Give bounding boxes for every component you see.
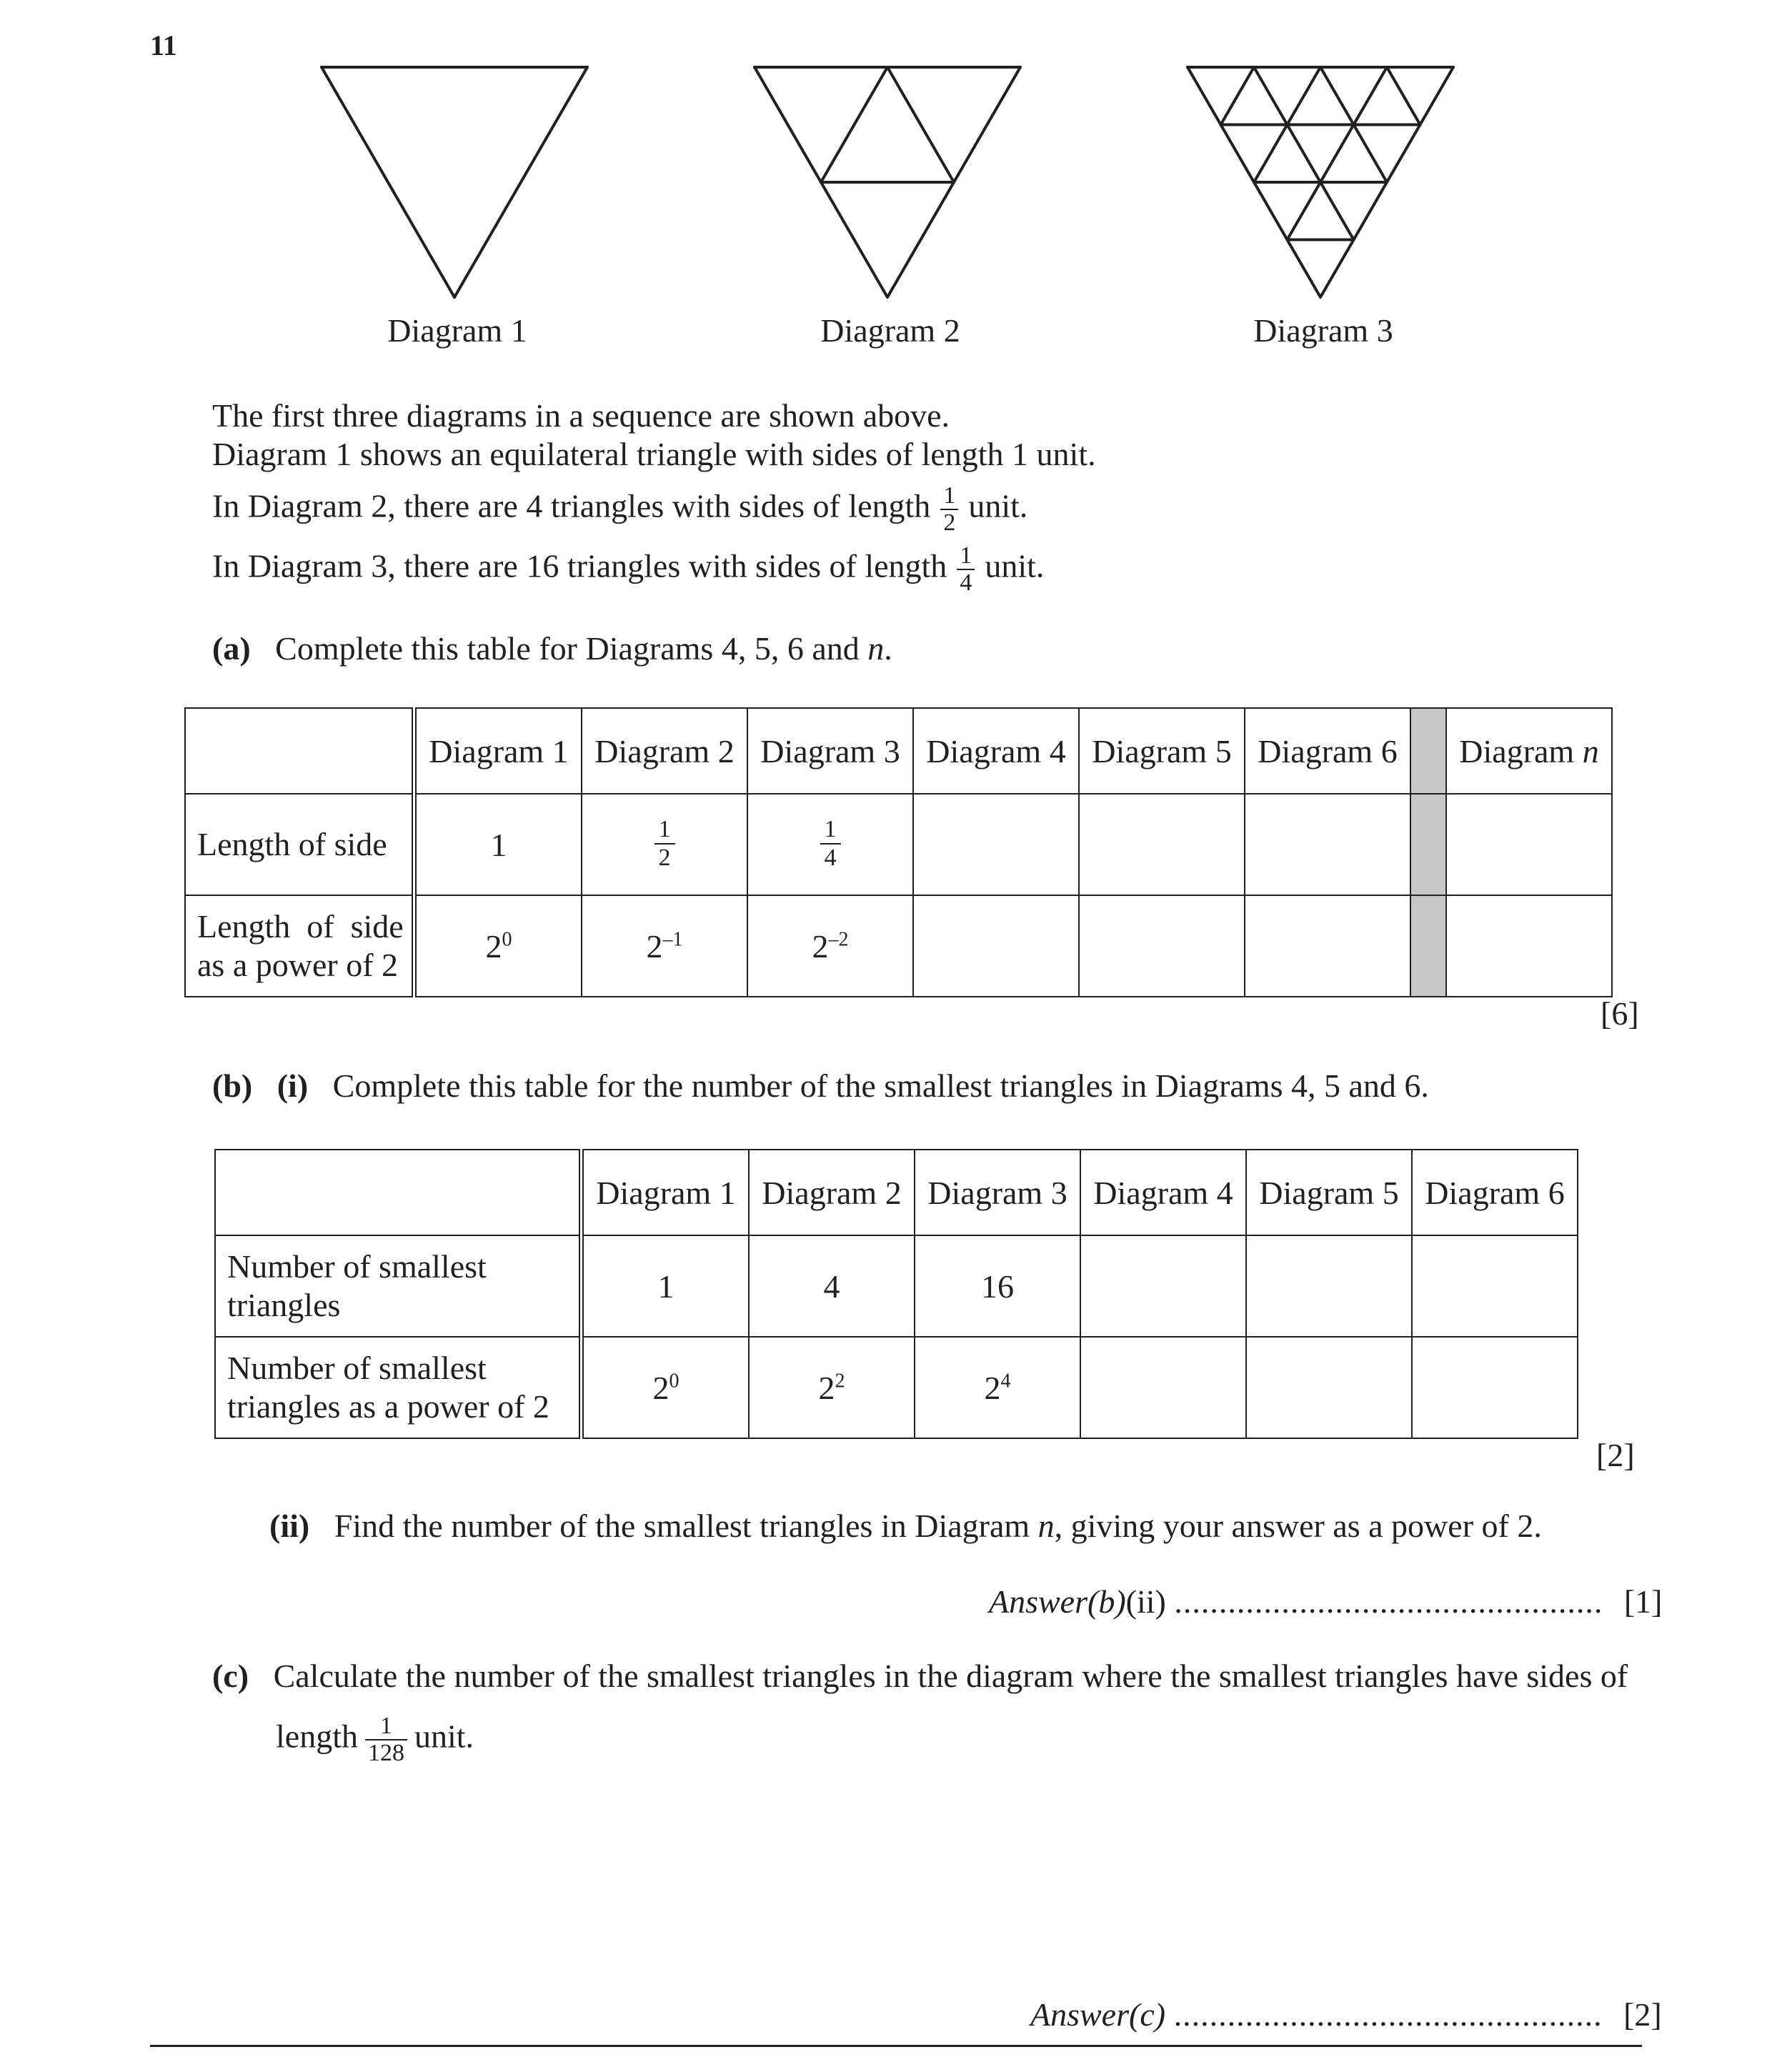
- triangle-diagrams: [0, 0, 1772, 314]
- table-b-cell: 1: [582, 1235, 750, 1337]
- part-b-i-instruction: (b) (i) Complete this table for the number of the smallest triangles in Diagrams 4, 5 and 6.: [212, 1067, 1429, 1104]
- triangle-edge: [454, 67, 587, 297]
- table-b-cell: $2^4$: [915, 1337, 1080, 1438]
- diagram-3-figure: [1188, 67, 1453, 297]
- table-b-corner: [215, 1150, 582, 1235]
- table-a-cell: $2^{-1}$: [582, 895, 747, 997]
- triangle-edge: [322, 67, 454, 297]
- subdivision-line: [887, 67, 954, 182]
- fraction-half: $\frac{1}{2}$: [940, 483, 958, 536]
- table-a-cell: [747, 794, 913, 895]
- table-a-cell: [582, 794, 747, 895]
- answer-cell-d4-count[interactable]: [1080, 1235, 1246, 1337]
- answer-b-ii-field[interactable]: ................................................: [1174, 1583, 1603, 1620]
- table-b-cell: $2^0$: [582, 1337, 750, 1438]
- intro-line-3-unit: unit.: [968, 487, 1028, 524]
- part-c-instruction: (c) Calculate the number of the smallest triangles in the diagram where the smallest triangles have sides of: [212, 1658, 1628, 1694]
- table-a-header: Diagram 4: [913, 708, 1079, 794]
- part-b-i-label: (i): [277, 1067, 309, 1104]
- shaded-gap-cell: [1410, 794, 1446, 895]
- intro-line-4-text: In Diagram 3, there are 16 triangles with sides of length: [212, 547, 947, 584]
- subdivision-line: [821, 67, 887, 182]
- table-b-header: Diagram 4: [1080, 1150, 1246, 1235]
- subdivision-line: [1254, 67, 1354, 240]
- table-smallest-triangles: [214, 1149, 1578, 1439]
- diagram-3-label: Diagram 3: [1253, 312, 1393, 349]
- fraction-quarter: $\frac{1}{4}$: [820, 816, 841, 872]
- answer-cell-d4-count-power[interactable]: [1080, 1337, 1246, 1438]
- answer-cell-dn-power[interactable]: [1446, 895, 1612, 997]
- answer-cell-d5-count-power[interactable]: [1246, 1337, 1412, 1438]
- table-b-header: Diagram 6: [1412, 1150, 1578, 1235]
- answer-cell-d5-count[interactable]: [1246, 1235, 1412, 1337]
- part-a-label: (a): [212, 630, 251, 667]
- table-b-cell: 16: [915, 1235, 1080, 1337]
- answer-cell-d5-length[interactable]: [1079, 794, 1245, 895]
- diagram-1-label: Diagram 1: [387, 312, 527, 349]
- intro-line-2: Diagram 1 shows an equilateral triangle with sides of length 1 unit.: [212, 436, 1096, 472]
- table-a-row-label: Length of side: [185, 794, 414, 895]
- answer-b-ii-line: Answer(b)(ii) ................................................ [1]: [989, 1583, 1663, 1620]
- question-number: 11: [150, 29, 177, 61]
- table-b-header: Diagram 1: [582, 1150, 750, 1235]
- answer-cell-dn-length[interactable]: [1446, 794, 1612, 895]
- diagram-1-figure: [322, 67, 587, 297]
- part-b-ii-marks: [1]: [1623, 1583, 1663, 1620]
- fraction-1-over-128: $\frac{1}{128}$: [365, 1713, 407, 1766]
- part-b-ii-label: (ii): [269, 1508, 310, 1544]
- table-a-header: Diagram 5: [1079, 708, 1245, 794]
- part-b-i-marks: [2]: [1596, 1437, 1635, 1473]
- answer-cell-d4-length[interactable]: [913, 794, 1079, 895]
- shaded-gap-cell: [1410, 895, 1446, 997]
- answer-cell-d6-count-power[interactable]: [1412, 1337, 1578, 1438]
- answer-c-label: Answer(c): [1030, 1996, 1166, 2033]
- part-c-marks: [2]: [1623, 1996, 1662, 2033]
- table-b-header: Diagram 3: [915, 1150, 1080, 1235]
- answer-cell-d6-length[interactable]: [1245, 794, 1410, 895]
- subdivision-line: [1221, 67, 1255, 125]
- table-b-cell: $2^2$: [749, 1337, 915, 1438]
- answer-c-field[interactable]: ................................................: [1173, 1996, 1603, 2033]
- table-a-header: Diagram 6: [1245, 708, 1410, 794]
- part-a-marks: [6]: [1601, 995, 1639, 1032]
- table-a-header: Diagram 2: [582, 708, 747, 794]
- part-b-label: (b): [212, 1067, 253, 1104]
- table-b-row-label: Number of smallest triangles: [215, 1235, 582, 1337]
- answer-cell-d6-power[interactable]: [1245, 895, 1410, 997]
- diagram-2-figure: [755, 67, 1020, 297]
- table-a-header: Diagram 3: [747, 708, 913, 794]
- part-c-label: (c): [212, 1658, 249, 1694]
- part-a-instruction: (a) Complete this table for Diagrams 4, 5, 6 and n.: [212, 630, 892, 667]
- answer-b-ii-label: Answer(b): [989, 1583, 1126, 1620]
- intro-line-3: [212, 483, 1027, 536]
- table-b-header: Diagram 2: [749, 1150, 915, 1235]
- answer-c-line: [1030, 1995, 1662, 2035]
- table-a-cell: $2^{-2}$: [747, 895, 913, 997]
- table-b-header: Diagram 5: [1246, 1150, 1412, 1235]
- page-bottom-rule: [150, 2045, 1642, 2047]
- intro-line-4: [212, 543, 1044, 596]
- intro-line-1: The first three diagrams in a sequence are shown above.: [212, 397, 950, 434]
- answer-cell-d4-power[interactable]: [913, 895, 1079, 997]
- answer-cell-d6-count[interactable]: [1412, 1235, 1578, 1337]
- subdivision-line: [1387, 67, 1420, 125]
- table-a-corner: [185, 708, 414, 794]
- intro-line-3-text: In Diagram 2, there are 4 triangles with sides of length: [212, 487, 931, 524]
- table-b-cell: 4: [749, 1235, 915, 1337]
- part-b-ii-instruction: (ii) Find the number of the smallest triangles in Diagram n, giving your answer as a power of 2.: [269, 1508, 1542, 1544]
- fraction-quarter: $\frac{1}{4}$: [957, 543, 975, 596]
- table-a-cell: $2^0$: [414, 895, 582, 997]
- shaded-gap-cell: [1410, 708, 1446, 794]
- answer-cell-d5-power[interactable]: [1079, 895, 1245, 997]
- part-c-instruction-line-2: length $\frac{1}{128}$ unit.: [276, 1713, 474, 1766]
- table-a-cell: 1: [414, 794, 582, 895]
- table-b-row-label: Number of smallest triangles as a power of 2: [215, 1337, 582, 1438]
- table-length-of-side: [184, 707, 1613, 997]
- intro-line-4-unit: unit.: [985, 547, 1045, 584]
- table-a-header: Diagram 1: [414, 708, 582, 794]
- subdivision-line: [1288, 67, 1388, 240]
- fraction-half: $\frac{1}{2}$: [654, 816, 675, 872]
- table-a-header-n: Diagram n: [1446, 708, 1612, 794]
- diagram-2-label: Diagram 2: [820, 312, 960, 349]
- table-a-row-label: Length of side as a power of 2: [185, 895, 414, 997]
